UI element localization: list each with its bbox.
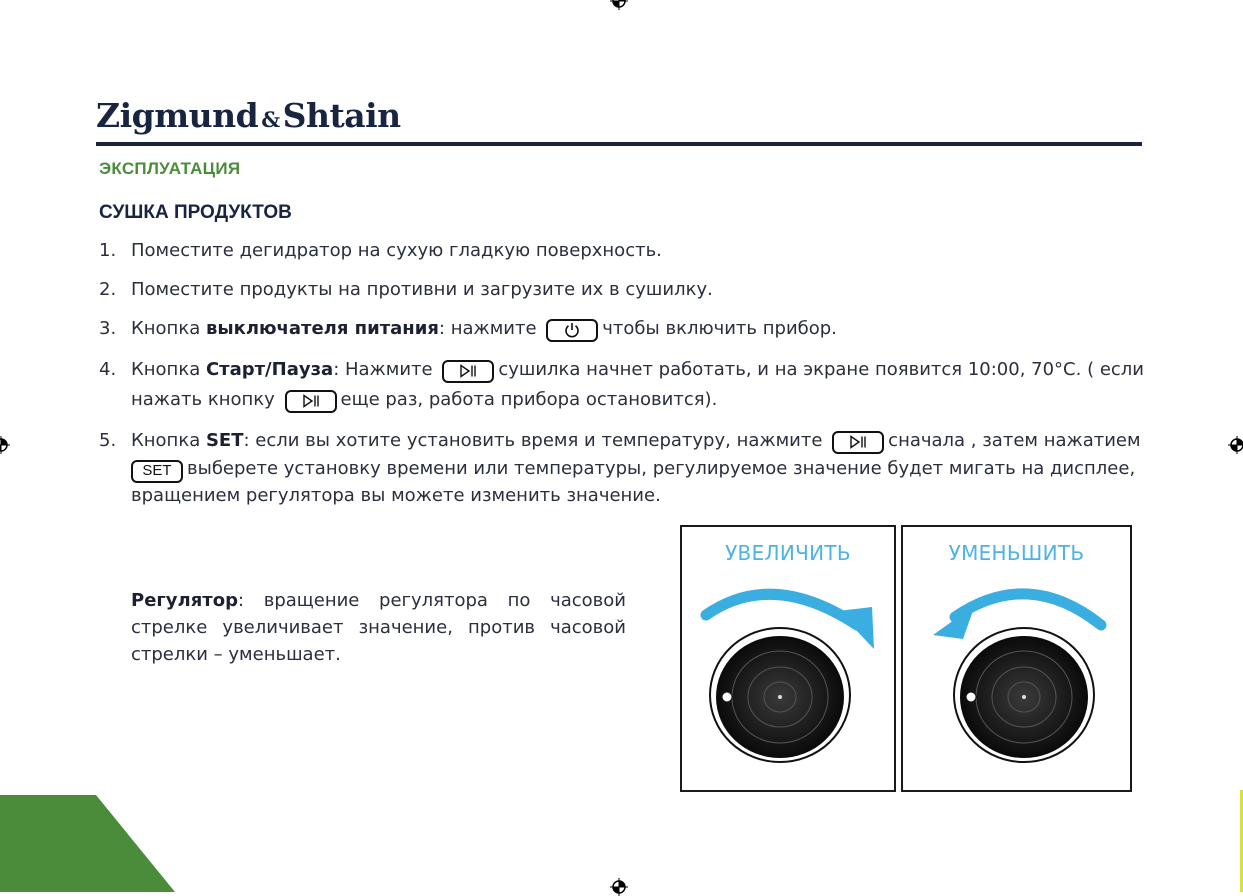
step-text: сушилка начнет работать, и на экране появится 10:00, 70°С. ( если — [498, 359, 1144, 380]
step-number: 4. — [99, 359, 117, 380]
step-5-continued-2 — [131, 482, 661, 510]
registration-mark-icon — [1228, 436, 1243, 454]
step-text: Кнопка — [131, 430, 206, 451]
step-number: 5. — [99, 430, 117, 451]
step-4-continued — [131, 386, 717, 414]
step-number: 2. — [99, 279, 117, 300]
logo-left: Zigmund — [96, 96, 259, 135]
step-3 — [99, 315, 837, 343]
power-icon — [563, 322, 581, 338]
step-text: сначала , затем нажатием — [888, 430, 1141, 451]
step-5-continued — [131, 455, 1135, 483]
registration-mark-icon — [0, 436, 10, 454]
play-pause-button-pictogram — [832, 431, 884, 454]
step-2 — [99, 276, 713, 304]
step-text: Кнопка — [131, 318, 206, 339]
registration-mark-icon — [610, 878, 628, 896]
step-text: еще раз, работа прибора остановится). — [340, 389, 718, 410]
decrease-title: УМЕНЬШИТЬ — [948, 541, 1085, 565]
power-button-pictogram — [546, 319, 598, 342]
step-5 — [99, 427, 1141, 455]
step-text: : Нажмите — [333, 359, 433, 380]
regulator-text: : вращение регулятора по часовой стрелке увеличивает значение, против часовой стрелки – уменьшает. — [131, 590, 626, 665]
step-text: : нажмите — [438, 318, 537, 339]
step-text: Поместите дегидратор на сухую гладкую поверхность. — [131, 240, 662, 261]
play-pause-icon — [302, 394, 320, 408]
play-pause-button-pictogram — [442, 360, 494, 383]
regulator-description — [131, 587, 626, 668]
step-number: 3. — [99, 318, 117, 339]
step-bold-term: SET — [205, 430, 244, 451]
decrease-panel — [901, 525, 1132, 792]
step-text: чтобы включить прибор. — [602, 318, 837, 339]
step-1 — [99, 237, 662, 265]
section-label: ЭКСПЛУАТАЦИЯ — [99, 159, 241, 178]
play-pause-icon — [849, 435, 867, 449]
step-text: вращением регулятора вы можете изменить значение. — [131, 485, 661, 506]
logo-right: Shtain — [282, 96, 401, 135]
page-heading: СУШКА ПРОДУКТОВ — [99, 202, 292, 223]
set-button-pictogram: SET — [131, 460, 183, 483]
step-text: Поместите продукты на противни и загрузите их в сушилку. — [131, 279, 713, 300]
play-pause-button-pictogram — [285, 390, 337, 413]
knob-counterclockwise-illustration — [903, 527, 1130, 790]
step-bold-term: выключателя питания — [205, 318, 439, 339]
increase-title: УВЕЛИЧИТЬ — [725, 541, 851, 565]
step-text: Кнопка — [131, 359, 206, 380]
logo-ampersand: & — [261, 107, 280, 132]
step-bold-term: Старт/Пауза — [205, 359, 334, 380]
regulator-term: Регулятор — [131, 590, 238, 611]
step-number: 1. — [99, 240, 117, 261]
green-corner-decoration — [0, 795, 175, 892]
header-rule — [96, 142, 1142, 146]
step-text: : если вы хотите установить время и температуру, нажмите — [243, 430, 823, 451]
brand-logo — [96, 96, 401, 135]
knob-clockwise-illustration — [682, 527, 894, 790]
play-pause-icon — [459, 364, 477, 378]
increase-panel — [680, 525, 896, 792]
registration-mark-icon — [610, 0, 628, 10]
step-text: нажать кнопку — [131, 389, 275, 410]
step-4 — [99, 356, 1144, 384]
step-text: выберете установку времени или температуры, регулируемое значение будет мигать на дисплее, — [187, 458, 1136, 479]
